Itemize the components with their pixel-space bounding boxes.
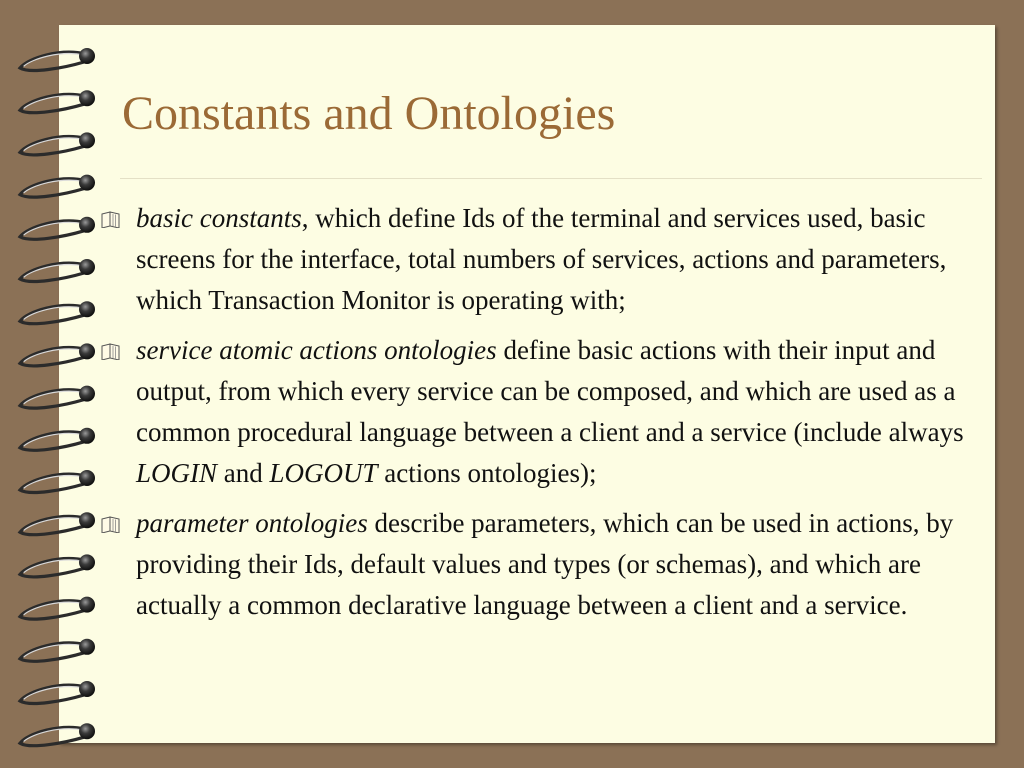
- binding-ring: [20, 259, 95, 281]
- bullet-text: describe parameters, which can be used in actions, by providing their Ids, default values and types (or schemas), and which are actually a common declarative language between a client and a service.: [136, 508, 954, 620]
- binding-ring: [20, 90, 95, 112]
- title-divider: [120, 178, 982, 179]
- bullet-text: and: [217, 458, 270, 488]
- binding-ring: [20, 639, 95, 661]
- login-term: LOGIN: [136, 458, 218, 488]
- bullet-item-parameter-ontologies: [100, 503, 990, 626]
- binding-ring: [20, 723, 95, 745]
- bullet-item-basic-constants: [100, 198, 990, 321]
- binding-ring: [20, 48, 95, 70]
- binding-ring: [20, 217, 95, 239]
- binding-ring: [20, 132, 95, 154]
- binding-ring: [20, 512, 95, 534]
- binding-ring: [20, 554, 95, 576]
- binding-ring: [20, 428, 95, 450]
- binding-ring: [20, 597, 95, 619]
- bullet-text: , which define Ids of the terminal and services used, basic screens for the interface, total numbers of services, actions and parameters, which Transaction Monitor is operating with;: [136, 203, 947, 315]
- spiral-binding-icon: [0, 0, 110, 768]
- binding-ring: [20, 301, 95, 323]
- bullet-list: [100, 198, 990, 635]
- bullet-text: define basic actions with their input and output, from which every service can be composed, and which are used as a common procedural language between a client and a service (include always: [136, 335, 964, 447]
- binding-ring: [20, 681, 95, 703]
- book-icon: [100, 515, 122, 533]
- bullet-term: parameter ontologies: [136, 508, 368, 538]
- logout-term: LOGOUT: [269, 458, 378, 488]
- binding-ring: [20, 175, 95, 197]
- bullet-term: basic constants: [136, 203, 302, 233]
- binding-ring: [20, 386, 95, 408]
- bullet-term: service atomic actions ontologies: [136, 335, 497, 365]
- bullet-item-service-atomic-actions: [100, 330, 990, 494]
- binding-ring: [20, 470, 95, 492]
- slide-title: Constants and Ontologies: [122, 87, 616, 140]
- binding-ring: [20, 343, 95, 365]
- book-icon: [100, 342, 122, 360]
- book-icon: [100, 210, 122, 228]
- bullet-text: actions ontologies);: [377, 458, 597, 488]
